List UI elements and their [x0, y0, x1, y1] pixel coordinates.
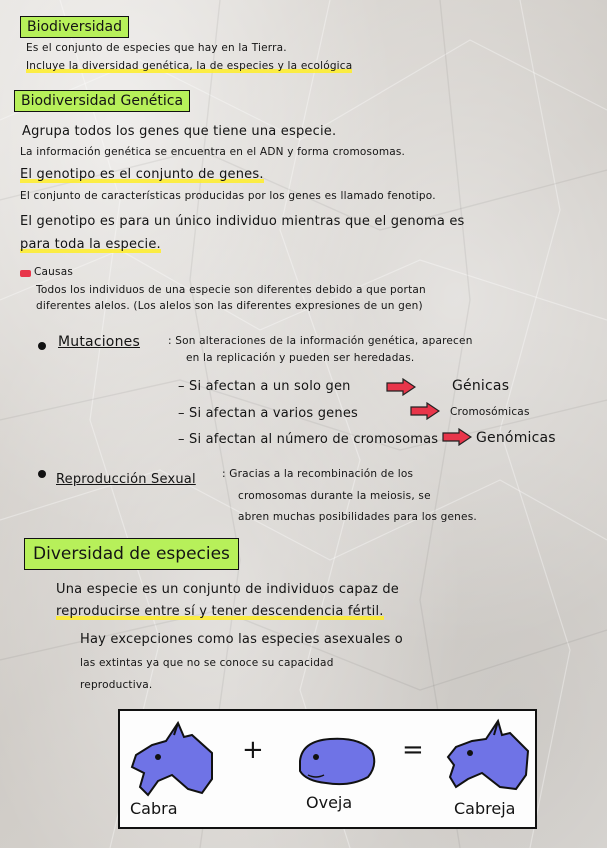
goat-head-icon — [128, 717, 218, 797]
mutation-item: – Si afectan a varios genes — [178, 406, 358, 421]
text-line: : Son alteraciones de la información genética, aparecen — [168, 335, 473, 347]
text-line: Agrupa todos los genes que tiene una especie. — [22, 124, 337, 139]
mutation-result: Genómicas — [476, 430, 556, 446]
animal-label: Cabra — [130, 799, 178, 818]
section-title-diversidad-especies: Diversidad de especies — [24, 538, 239, 570]
right-arrow-icon — [410, 402, 440, 420]
mutation-result: Cromosómicas — [450, 406, 530, 418]
text-line: El genotipo es el conjunto de genes. — [20, 167, 264, 182]
sheep-head-icon — [290, 731, 380, 791]
text-line: reproductiva. — [80, 679, 153, 691]
text-line: Todos los individuos de una especie son diferentes debido a que portan — [36, 284, 426, 296]
text-line: abren muchas posibilidades para los genes. — [238, 511, 477, 523]
animal-label: Oveja — [306, 793, 353, 812]
text-line: reproducirse entre sí y tener descendencia fértil. — [56, 604, 384, 619]
text-line: diferentes alelos. (Los alelos son las diferentes expresiones de un gen) — [36, 300, 423, 312]
text-line: : Gracias a la recombinación de los — [222, 468, 414, 480]
equals-sign: = — [402, 735, 424, 765]
text-line: las extintas ya que no se conoce su capacidad — [80, 657, 334, 669]
reproduccion-label: Reproducción Sexual — [56, 472, 196, 487]
hybrid-head-icon — [442, 717, 532, 797]
causes-label: Causas — [34, 266, 73, 278]
text-line: para toda la especie. — [20, 237, 161, 252]
text-line: Es el conjunto de especies que hay en la Tierra. — [26, 42, 287, 54]
section-title-biodiversidad-genetica: Biodiversidad Genética — [14, 90, 190, 112]
bullet-icon — [38, 342, 46, 350]
right-arrow-icon — [442, 428, 472, 446]
text-line: Una especie es un conjunto de individuos capaz de — [56, 582, 399, 597]
text-line: El conjunto de características producidas por los genes es llamado fenotipo. — [20, 190, 436, 202]
red-bullet-icon — [20, 270, 31, 277]
hybrid-illustration — [118, 709, 537, 829]
text-line: El genotipo es para un único individuo mientras que el genoma es — [20, 214, 465, 229]
text-line: cromosomas durante la meiosis, se — [238, 490, 431, 502]
right-arrow-icon — [386, 378, 416, 396]
bullet-icon — [38, 470, 46, 478]
mutaciones-label: Mutaciones — [58, 334, 140, 350]
animal-label: Cabreja — [454, 799, 516, 818]
mutation-result: Génicas — [452, 378, 510, 394]
text-line: Incluye la diversidad genética, la de especies y la ecológica — [26, 60, 353, 72]
mutation-item: – Si afectan al número de cromosomas — [178, 432, 439, 447]
mutation-item: – Si afectan a un solo gen — [178, 379, 351, 394]
section-title-biodiversidad: Biodiversidad — [20, 16, 129, 38]
text-line: en la replicación y pueden ser heredadas. — [186, 352, 415, 364]
text-line: Hay excepciones como las especies asexuales o — [80, 632, 403, 647]
text-line: La información genética se encuentra en el ADN y forma cromosomas. — [20, 146, 406, 158]
plus-sign: + — [242, 735, 264, 765]
